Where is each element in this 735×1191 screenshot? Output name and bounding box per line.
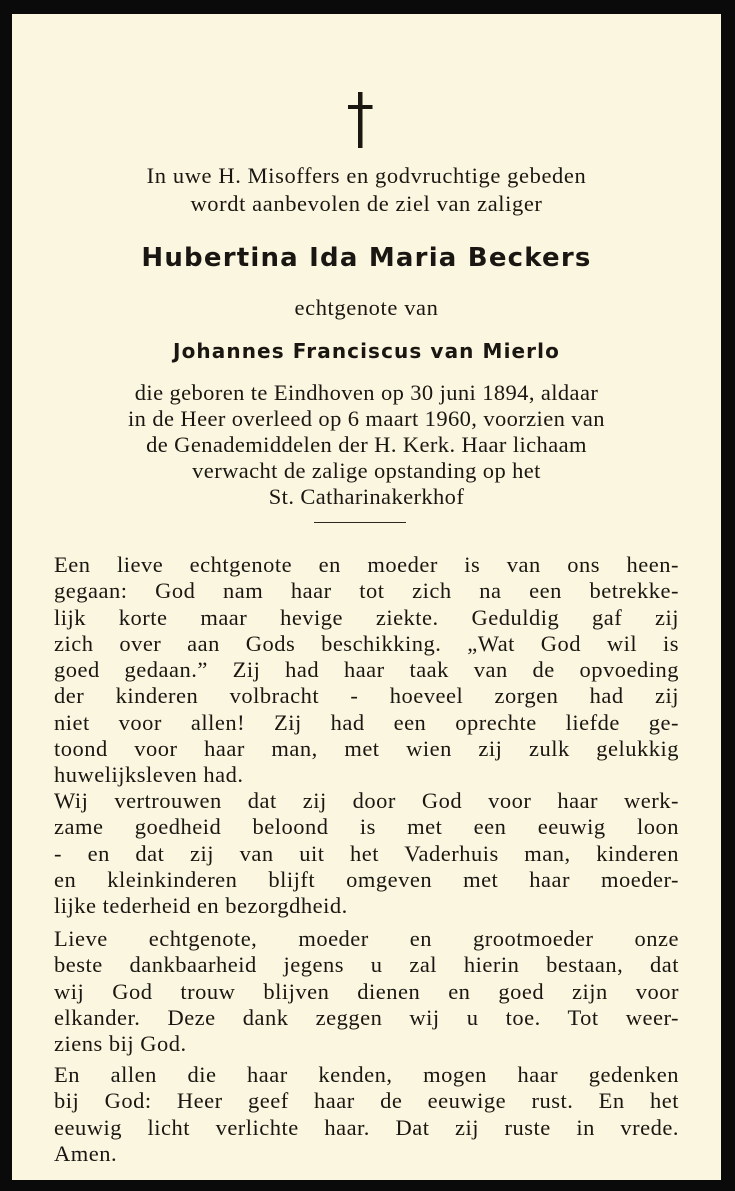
intro-text <box>12 162 721 218</box>
paragraph-4 <box>54 1062 679 1167</box>
text-line: Lieve echtgenote, moeder en grootmoeder onze <box>54 926 679 951</box>
text-line: wij God trouw blijven dienen en goed zijn voor <box>54 978 679 1004</box>
text-line: zame goedheid beloond is met een eeuwig loon <box>54 814 679 840</box>
bio-line: de Genademiddelen der H. Kerk. Haar lichaam <box>146 432 587 457</box>
intro-line: wordt aanbevolen de ziel van zaliger <box>190 191 543 216</box>
text-line: En allen die haar kenden, mogen haar gedenken <box>54 1062 679 1087</box>
memorial-card <box>12 14 721 1180</box>
paragraph-3 <box>54 926 679 1057</box>
intro-line: In uwe H. Misoffers en godvruchtige gebeden <box>146 163 587 188</box>
text-line: huwelijksleven had. <box>54 762 244 788</box>
text-line: lijk korte maar hevige ziekte. Geduldig gaf zij <box>54 604 679 630</box>
text-line: gegaan: God nam haar tot zich na een betrekke- <box>54 578 679 604</box>
bio-line: verwacht de zalige opstanding op het <box>192 458 541 483</box>
paragraph-1 <box>54 552 679 789</box>
relation-text: echtgenote van <box>294 295 439 320</box>
biography-text <box>12 380 721 510</box>
bio-line: St. Catharinakerkhof <box>268 484 465 509</box>
text-line: - en dat zij van uit het Vaderhuis man, kinderen <box>54 840 679 866</box>
text-line: beste dankbaarheid jegens u zal hierin bestaan, dat <box>54 952 679 978</box>
bio-line: die geboren te Eindhoven op 30 juni 1894, aldaar <box>134 380 599 405</box>
text-line: toond voor haar man, met wien zij zulk gelukkig <box>54 736 679 762</box>
text-line: niet voor allen! Zij had een oprechte liefde ge- <box>54 709 679 735</box>
text-line: en kleinkinderen blijft omgeven met haar moeder- <box>54 866 679 892</box>
deceased-name: Hubertina Ida Maria Beckers <box>141 243 592 273</box>
text-line: eeuwig licht verlichte haar. Dat zij ruste in vrede. <box>54 1114 679 1140</box>
text-line: lijke tederheid en bezorgdheid. <box>54 893 348 919</box>
bio-line: in de Heer overleed op 6 maart 1960, voorzien van <box>128 406 605 431</box>
text-line: der kinderen volbracht - hoeveel zorgen had zij <box>54 683 679 709</box>
text-line: zich over aan Gods beschikking. „Wat God wil is <box>54 630 679 656</box>
spouse-name: Johannes Franciscus van Mierlo <box>173 339 560 363</box>
text-line: elkander. Deze dank zeggen wij u toe. Tot weer- <box>54 1004 679 1030</box>
text-line: Amen. <box>54 1140 118 1166</box>
divider <box>314 522 406 523</box>
text-line: ziens bij God. <box>54 1031 187 1057</box>
paragraph-2 <box>54 788 679 919</box>
text-line: goed gedaan.” Zij had haar taak van de opvoeding <box>54 657 679 683</box>
text-line: Wij vertrouwen dat zij door God voor haar werk- <box>54 788 679 813</box>
text-line: bij God: Heer geef haar de eeuwige rust. En het <box>54 1088 679 1114</box>
cross-icon <box>345 90 375 150</box>
text-line: Een lieve echtgenote en moeder is van ons heen- <box>54 552 679 577</box>
